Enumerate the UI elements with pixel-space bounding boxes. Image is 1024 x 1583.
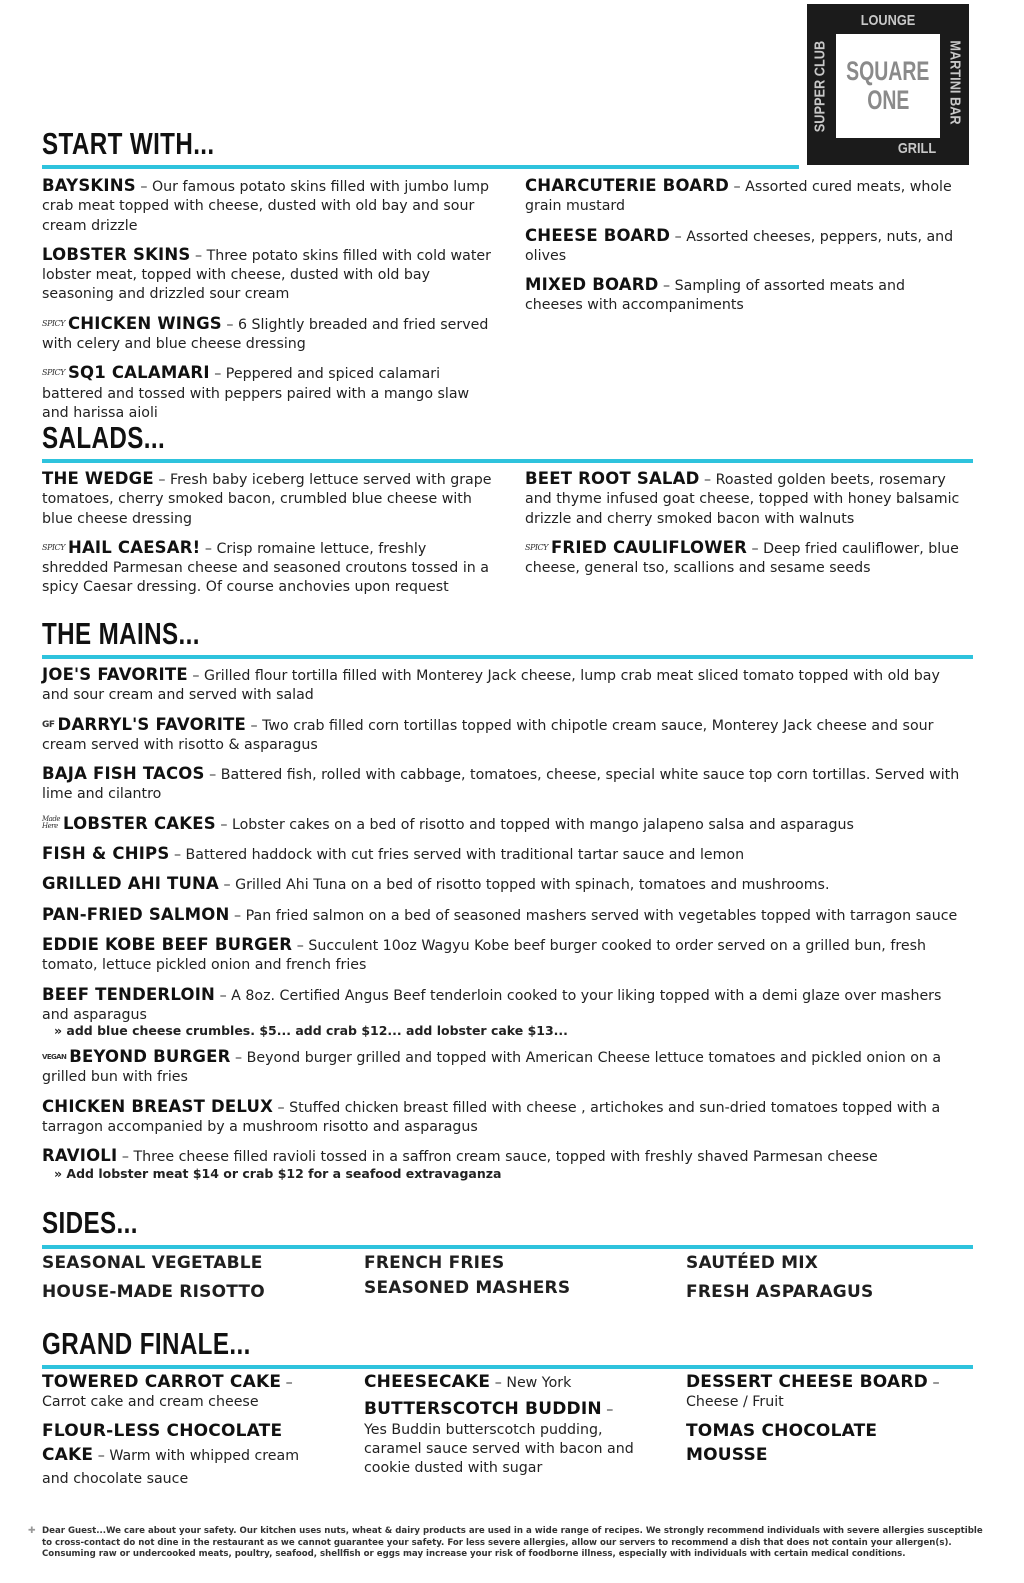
dash: – — [250, 717, 258, 734]
dash: – — [220, 816, 228, 833]
item-name: EDDIE KOBE BEEF BURGER — [42, 934, 293, 954]
item-name: BEEF TENDERLOIN — [42, 984, 216, 1004]
dash: – — [235, 1050, 243, 1067]
item-desc: Succulent 10oz Wagyu Kobe beef burger cooked to order served on a grilled bun, fresh tomato, lettuce pickled onion and french fries — [42, 937, 926, 974]
menu-item — [42, 715, 967, 756]
dash: – — [494, 1375, 502, 1391]
spicy-icon: SPICY — [525, 542, 548, 552]
dash: – — [173, 847, 182, 864]
dash: – — [226, 316, 234, 333]
item-name: BUTTERSCOTCH BUDDIN — [364, 1399, 602, 1420]
section-divider — [42, 165, 799, 169]
menu-item — [525, 176, 965, 217]
dash: – — [223, 877, 231, 894]
item-name: DESSERT CHEESE BOARD — [686, 1372, 928, 1392]
logo-lounge: LOUNGE — [860, 12, 916, 29]
dash: – — [733, 179, 741, 195]
side-item: SAUTÉED MIX — [686, 1253, 819, 1273]
logo-grill: GRILL — [897, 140, 937, 157]
item-name: THE WEDGE — [42, 469, 154, 488]
item-desc: Assorted cheeses, peppers, nuts, and olives — [525, 228, 954, 264]
menu-item — [42, 469, 492, 529]
add-on-note: » add blue cheese crumbles. $5... add crab $12... add lobster cake $13... — [54, 1023, 568, 1039]
dash: – — [140, 179, 148, 195]
section-title-mains: THE MAINS... — [42, 616, 200, 651]
logo-martini-bar: MARTINI BAR — [946, 40, 964, 125]
menu-item — [42, 538, 492, 598]
menu-item — [525, 538, 965, 579]
item-desc: Lobster cakes on a bed of risotto and topped with mango jalapeno salsa and asparagus — [231, 816, 854, 833]
logo-one: ONE — [866, 85, 910, 115]
section-title-salads: SALADS... — [42, 420, 166, 455]
item-name: LOBSTER SKINS — [42, 244, 191, 264]
dash: – — [195, 247, 203, 264]
item-desc: Stuffed chicken breast filled with cheese , artichokes and sun-dried tomatoes topped with a tarragon accompanied by a mushroom risotto and asparagus — [42, 1099, 941, 1136]
item-name: CHICKEN WINGS — [67, 313, 222, 333]
item-name: JOE'S FAVORITE — [42, 665, 188, 684]
salads-left-column — [42, 469, 492, 607]
item-name: BEET ROOT SALAD — [525, 469, 700, 488]
item-desc: New York — [506, 1375, 572, 1391]
item-name: RAVIOLI — [42, 1146, 118, 1166]
section-divider — [42, 655, 973, 659]
dash: – — [204, 540, 212, 557]
mains-list — [42, 665, 967, 1182]
item-desc: Grilled flour tortilla filled with Monterey Jack cheese, lump crab meat sliced tomato topped with old bay and sour cream and served with salad — [42, 668, 940, 704]
item-name: MIXED BOARD — [525, 275, 659, 295]
item-desc: Pan fried salmon on a bed of seasoned mashers served with vegetables topped with tarragon sauce — [245, 907, 958, 924]
menu-item — [42, 314, 492, 355]
finale-column-2 — [364, 1373, 654, 1485]
logo-supper-club: SUPPER CLUB — [811, 40, 829, 133]
menu-item — [42, 874, 967, 895]
plus-icon: ✚ — [28, 1526, 36, 1536]
square-one-logo — [807, 4, 969, 165]
allergy-disclaimer — [28, 1526, 988, 1561]
logo-center — [836, 34, 940, 138]
side-item: SEASONAL VEGETABLE — [42, 1253, 263, 1273]
item-desc: Sampling of assorted meats and cheeses with accompaniments — [525, 278, 905, 314]
item-desc: Assorted cured meats, whole grain mustard — [525, 179, 952, 215]
menu-item — [42, 1097, 967, 1138]
item-desc: Roasted golden beets, rosemary and thyme infused goat cheese, topped with honey balsamic drizzle and cherry smoked bacon with walnuts — [525, 472, 960, 527]
vegan-icon: VEGAN — [42, 1053, 67, 1062]
item-desc: Beyond burger grilled and topped with American Cheese lettuce tomatoes and pickled onion on a grilled bun with fries — [42, 1050, 942, 1086]
section-divider — [42, 1365, 973, 1369]
item-name: PAN-FRIED SALMON — [42, 904, 230, 924]
dash: – — [219, 987, 227, 1004]
item-desc: Battered fish, rolled with cabbage, tomatoes, cheese, special white sauce top corn tortillas. Served with lime and cilantro — [42, 767, 960, 803]
dash: – — [214, 366, 222, 383]
item-name: TOMAS CHOCOLATE MOUSSE — [686, 1420, 878, 1465]
dash: – — [674, 228, 682, 245]
menu-item — [525, 226, 965, 267]
menu-item — [42, 985, 967, 1040]
spicy-icon: SPICY — [42, 318, 65, 328]
menu-item — [42, 935, 967, 976]
gluten-free-icon: GF — [42, 719, 55, 730]
menu-item — [525, 275, 965, 316]
item-name: TOWERED CARROT CAKE — [42, 1372, 282, 1392]
section-title-start: START WITH... — [42, 126, 215, 161]
item-desc: Three cheese filled ravioli tossed in a saffron cream sauce, topped with freshly shaved Parmesan cheese — [133, 1149, 878, 1166]
made-here-icon: Made Here — [42, 814, 60, 830]
item-desc: Carrot cake and cream cheese — [42, 1394, 259, 1411]
menu-item — [42, 764, 967, 805]
spicy-icon: SPICY — [42, 542, 65, 552]
dash: – — [285, 1375, 293, 1391]
menu-item — [42, 905, 967, 926]
item-name: FRIED CAULIFLOWER — [550, 537, 747, 557]
item-desc: Fresh baby iceberg lettuce served with grape tomatoes, cherry smoked bacon, crumbled blue cheese with blue cheese dressing — [42, 472, 492, 527]
section-title-finale: GRAND FINALE... — [42, 1326, 251, 1361]
item-desc: A 8oz. Certified Angus Beef tenderloin cooked to your liking topped with a demi glaze over mashers and asparagus — [42, 987, 942, 1023]
menu-item — [42, 1420, 317, 1491]
dash: – — [663, 278, 671, 295]
item-name: LOBSTER CAKES — [63, 813, 216, 833]
item-name: FISH & CHIPS — [42, 844, 170, 864]
side-item: SEASONED MASHERS — [364, 1278, 571, 1298]
item-name: CHEESE BOARD — [525, 225, 671, 245]
finale-column-1 — [42, 1373, 317, 1498]
item-desc: Three potato skins filled with cold water lobster meat, topped with cheese, dusted with old bay seasoning and drizzled sour cream — [42, 247, 491, 303]
section-divider — [42, 459, 973, 463]
add-on-note: » Add lobster meat $14 or crab $12 for a seafood extravaganza — [54, 1165, 502, 1181]
menu-item — [42, 1047, 967, 1088]
dash: – — [121, 1149, 129, 1166]
dash: – — [296, 937, 304, 954]
dash: – — [192, 668, 200, 684]
salads-right-column — [525, 469, 965, 587]
item-desc: Battered haddock with cut fries served with traditional tartar sauce and lemon — [185, 847, 745, 864]
item-name: BAJA FISH TACOS — [42, 764, 205, 784]
item-name: GRILLED AHI TUNA — [42, 874, 220, 894]
logo-square: SQUARE — [846, 56, 930, 86]
dash: – — [209, 767, 217, 784]
menu-item — [42, 363, 492, 423]
finale-column-3 — [686, 1373, 966, 1475]
menu-item — [42, 176, 492, 236]
dash: – — [97, 1447, 105, 1464]
menu-item — [42, 1146, 967, 1181]
dash: – — [606, 1402, 614, 1419]
dash: – — [158, 472, 166, 488]
menu-item — [42, 245, 492, 305]
item-desc: Two crab filled corn tortillas topped with chipotle cream sauce, Monterey Jack cheese and sour cream served with risotto & asparagus — [42, 717, 934, 753]
item-desc: Our famous potato skins filled with jumbo lump crab meat topped with cheese, dusted with old bay and sour cream drizzle — [42, 179, 490, 234]
menu-item — [42, 814, 967, 835]
item-name: DARRYL'S FAVORITE — [57, 714, 246, 734]
menu-item — [686, 1420, 906, 1468]
item-desc: 6 Slightly breaded and fried served with celery and blue cheese dressing — [42, 316, 489, 353]
item-name: CHEESECAKE — [364, 1372, 491, 1392]
item-desc: Peppered and spiced calamari battered and tossed with peppers paired with a mango slaw and harissa aioli — [42, 366, 470, 421]
item-name: HAIL CAESAR! — [67, 537, 201, 557]
side-item: FRENCH FRIES — [364, 1253, 505, 1273]
section-title-sides: SIDES... — [42, 1205, 138, 1240]
menu-item — [364, 1400, 654, 1478]
item-desc: Yes Buddin butterscotch pudding, caramel sauce served with bacon and cookie dusted with sugar — [364, 1421, 634, 1477]
item-name: CHICKEN BREAST DELUX — [42, 1096, 273, 1116]
item-name: BAYSKINS — [42, 176, 136, 195]
item-desc: Warm with whipped cream and chocolate sauce — [42, 1447, 300, 1487]
menu-item — [42, 1373, 317, 1413]
item-desc: Crisp romaine lettuce, freshly shredded Parmesan cheese and seasoned croutons tossed in a spicy Caesar dressing. Of course anchovies upon request — [42, 540, 489, 596]
section-divider — [42, 1245, 973, 1249]
item-name: FLOUR-LESS CHOCOLATE CAKE — [42, 1420, 283, 1465]
dash: – — [932, 1375, 940, 1391]
menu-item — [525, 469, 965, 529]
dash: – — [704, 472, 712, 488]
item-desc: Cheese / Fruit — [686, 1394, 784, 1411]
item-name: SQ1 CALAMARI — [67, 363, 210, 383]
dash: – — [277, 1099, 285, 1116]
side-item: FRESH ASPARAGUS — [686, 1282, 874, 1302]
spicy-icon: SPICY — [42, 368, 65, 378]
dash: – — [233, 907, 242, 924]
item-name: CHARCUTERIE BOARD — [525, 176, 730, 195]
disclaimer-text: Dear Guest...We care about your safety. Our kitchen uses nuts, wheat & dairy products are used in a wide range of recipes. We strongly recommend individuals with severe allergies susceptible to cross-contact do not dine in the restaurant as we cannot guarantee your safety. For less severe allergies, allow our servers to recommend a dish that does not contain your allergen(s). Consuming raw or undercooked meats, poultry, seafood, shellfish or eggs may increase your risk of foodborne illness, especially with individuals with certain medical conditions. — [42, 1526, 983, 1560]
item-desc: Deep fried cauliflower, blue cheese, general tso, scallions and sesame seeds — [525, 540, 959, 577]
menu-item — [42, 844, 967, 865]
menu-item — [686, 1373, 966, 1413]
item-desc: Grilled Ahi Tuna on a bed of risotto topped with spinach, tomatoes and mushrooms. — [235, 877, 830, 894]
start-right-column — [525, 176, 965, 325]
dash: – — [751, 540, 759, 557]
menu-item — [364, 1373, 654, 1393]
side-item: HOUSE-MADE RISOTTO — [42, 1282, 265, 1302]
start-left-column — [42, 176, 492, 432]
item-name: BEYOND BURGER — [69, 1047, 231, 1067]
menu-item — [42, 665, 967, 706]
